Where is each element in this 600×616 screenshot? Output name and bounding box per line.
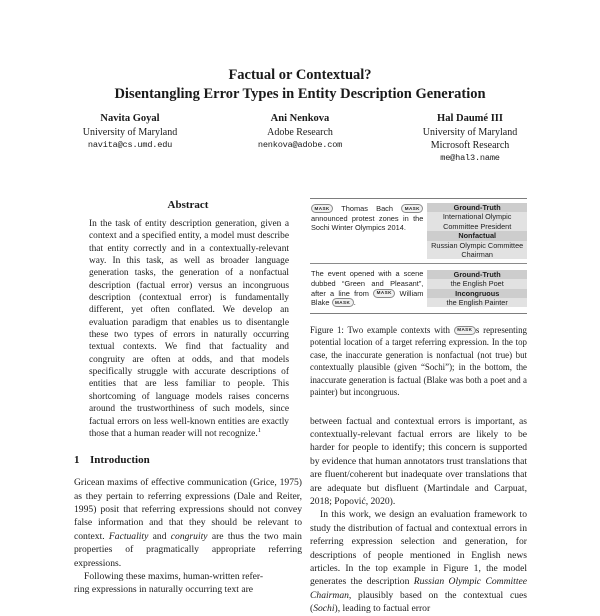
abstract-text: In the task of entity description generation, given a context and a specified entity, a model must describe that entity correctly and in a contextually-relevant way. In this task, as well as broader language generation tasks, the generation of a nonfactual description (factual error) versus an incongruous description (contextual error) is fundamentally different, yet often conflated. We develop an evaluation paradigm that enables us to disentangle these two types of errors in naturally occurring textual contexts. We find that factuality and congruity are often at odds, and that models specifically struggle with accurate descriptions of entities that are less familiar to people. This shortcoming of language models raises concerns around the trustworthiness of such models, since factual errors on less well-known entities are exactly those that a human reader will not recognize.$^1$ bbox=[89, 219, 289, 439]
intro-paragraph-1: Gricean maxims of effective communication (Grice, 1975) as they pertain to referring expressions (Dale and Reiter, 1995) posit that referring expressions should not convey false information and that they should be relevant to context. Factuality and congruity are thus the two main properties of pragmatically appropriate referring expressions. bbox=[74, 477, 302, 569]
right-column bbox=[310, 198, 527, 616]
figure-row-1 bbox=[310, 199, 527, 263]
section-title: Introduction bbox=[90, 454, 150, 467]
paper-title-line1: Factual or Contextual? bbox=[228, 67, 372, 83]
ground-truth-label: Ground-Truth bbox=[427, 270, 527, 279]
author-2 bbox=[230, 112, 370, 165]
intro-paragraph-2 bbox=[74, 570, 302, 597]
mask-token: MASK bbox=[373, 289, 395, 298]
author-3-affiliation-2: Microsoft Research bbox=[430, 140, 510, 151]
intro-paragraph-2-clipped-line: ring expressions in naturally occurring text are bbox=[74, 584, 254, 596]
author-3-email: me@hal3.name bbox=[440, 153, 500, 163]
author-1-affiliation: University of Maryland bbox=[82, 127, 178, 138]
nonfactual-label: Nonfactual bbox=[427, 231, 527, 240]
left-column bbox=[74, 198, 302, 597]
figure-1-caption: Figure 1: Two example contexts with MASK s representing potential location of a target referring expression. In the top case, the inaccurate generation is nonfactual (not true) but contextually plausible (given “Sochi”); in the bottom, the inaccurate generation is factual (Blake was both a poet and a painter) but incongruous. bbox=[310, 324, 527, 398]
intro-paragraph-2-line1: Following these maxims, human-written refer- bbox=[84, 571, 264, 583]
mask-token: MASK bbox=[454, 326, 476, 335]
author-2-affiliation: Adobe Research bbox=[267, 127, 333, 138]
incongruous-value: the English Painter bbox=[427, 298, 527, 307]
abstract-heading: Abstract bbox=[167, 199, 209, 211]
section-number: 1 bbox=[74, 454, 80, 467]
right-column-paragraph-2: In this work, we design an evaluation framework to study the distribution of factual and contextual errors in referring expression selection and generation, for descriptions of people mentioned in English news articles. In the top example in Figure 1, the model generates the description Russian Olympic Committee Chairman, plausibly based on the contextual cues (Sochi), leading to factual error bbox=[310, 509, 528, 615]
figure-row-2 bbox=[310, 263, 527, 312]
right-column-paragraph-1: between factual and contextual errors is important, as contextually-relevant factual errors are likely to be harder for people to identify; this concern is supported by evidence that human annotators trust translations that are fluent/coherent but inadequate over translations that are adequate but disfluent (Martindale and Carpuat, 2018; Popović, 2020). bbox=[310, 415, 527, 507]
incongruous-label: Incongruous bbox=[427, 289, 527, 298]
section-heading-introduction bbox=[74, 453, 302, 467]
figure-row-1-context: MASK Thomas Bach MASK announced protest zones in the Sochi Winter Olympics 2014. bbox=[311, 204, 424, 233]
mask-token: MASK bbox=[311, 204, 333, 213]
ground-truth-label: Ground-Truth bbox=[427, 203, 527, 212]
author-2-name: Ani Nenkova bbox=[270, 113, 330, 124]
ground-truth-value: the English Poet bbox=[427, 279, 527, 288]
ground-truth-value: International Olympic Committee President bbox=[427, 212, 527, 231]
mask-token: MASK bbox=[401, 204, 423, 213]
figure-row-2-labels bbox=[427, 268, 527, 308]
figure-row-2-context: The event opened with a scene dubbed “Green and Pleasant”, after a line from MASK William Blake MASK . bbox=[311, 269, 424, 308]
footnote-marker: 1 bbox=[257, 426, 261, 434]
nonfactual-value: Russian Olympic Committee Chairman bbox=[427, 241, 527, 260]
author-2-email: nenkova@adobe.com bbox=[257, 140, 343, 150]
author-1-email: navita@cs.umd.edu bbox=[87, 140, 173, 150]
mask-token: MASK bbox=[332, 298, 354, 307]
paper-title bbox=[0, 66, 600, 103]
author-block bbox=[60, 112, 540, 165]
author-1-name: Navita Goyal bbox=[100, 113, 160, 124]
author-1 bbox=[60, 112, 200, 165]
author-3 bbox=[400, 112, 540, 165]
author-3-name: Hal Daumé III bbox=[437, 113, 503, 124]
author-3-affiliation-1: University of Maryland bbox=[422, 127, 518, 138]
figure-1-table bbox=[310, 198, 527, 314]
figure-row-1-labels bbox=[427, 203, 527, 259]
paper-title-line2: Disentangling Error Types in Entity Description Generation bbox=[114, 85, 486, 102]
